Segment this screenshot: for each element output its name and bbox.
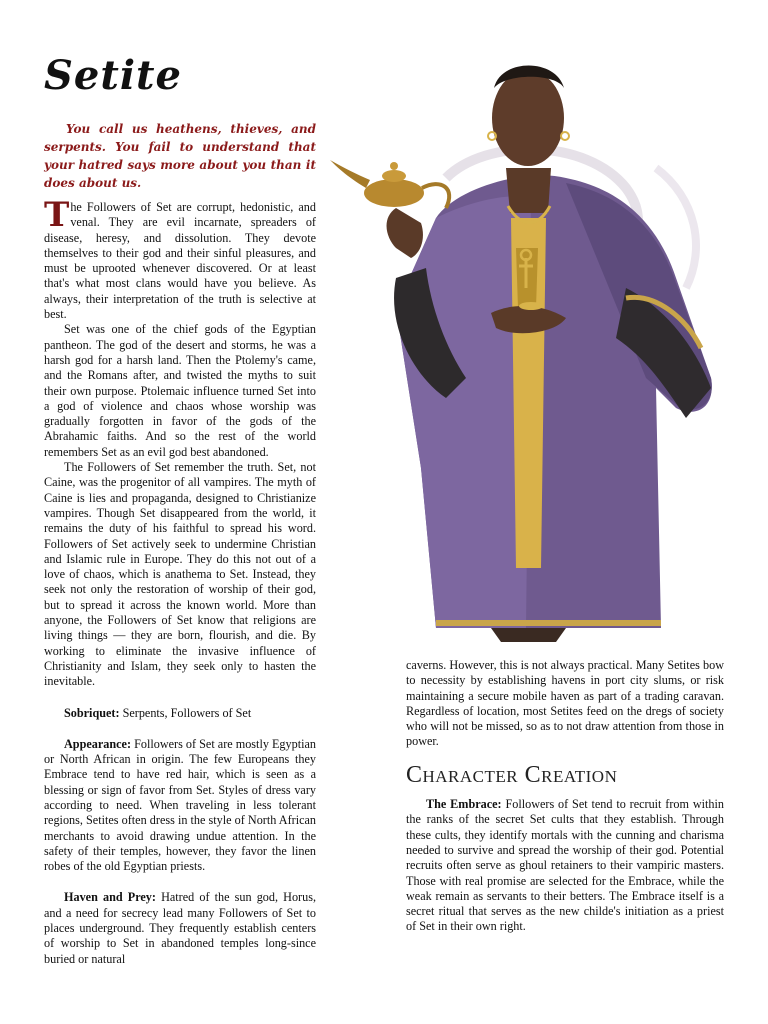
haven-text: Hatred of the sun god, Horus, and a need for secrecy lead many Followers of Set to places underground. They frequently establish centers of worship to Set in abandoned temples long-since buried or natural	[44, 890, 316, 966]
embrace-text: Followers of Set tend to recruit from within the ranks of the secret Set cults that they establish. Through these cults, they identify mortals with the cunning and charisma needed to survive and spread the worship of their god. Potential recruits often serve as ghoul retainers to their vampiric masters. Those with real promise are selected for the Embrace, while the weak remain as servants to their betters. The Embrace itself is a secret ritual that serves as the new childe's initiation as a priest of Set in their own right.	[406, 797, 724, 934]
haven-entry	[44, 890, 316, 966]
body-paragraph: The Followers of Set remember the truth. Set, not Caine, was the progenitor of all vampires. The myth of Caine is lies and propaganda, designed to Christianize vampires. Though Set disappeared from the world, it remains the duty of his faithful to spread his word. Followers of Set actively seek to undermine Christian and Islamic rule in Europe. They do this not out of a love of chaos, which is anathema to Set. Instead, they seek not only the restoration of worship of their god, but to spread it across the known world. More than anyone, the Followers of Set know that religions are living things — they are born, flourish, and die. By working to eliminate the invasive influence of Christianity and Islam, they seek only to hasten the inevitable.	[44, 460, 316, 689]
haven-label: Haven and Prey:	[64, 890, 156, 905]
sobriquet-entry	[44, 706, 316, 721]
sobriquet-text: Serpents, Followers of Set	[119, 705, 252, 720]
appearance-label: Appearance:	[64, 736, 132, 751]
drop-cap: T	[44, 195, 70, 235]
left-column	[44, 195, 316, 967]
epigraph-quote: You call us heathens, thieves, and serpents. You fail to understand that your hatred says more about you than it does about us.	[44, 122, 316, 190]
appearance-entry	[44, 737, 316, 875]
section-heading: Character Creation	[406, 761, 618, 788]
page-title: Setite	[44, 52, 182, 99]
embrace-label: The Embrace:	[426, 797, 502, 812]
right-column	[406, 658, 724, 935]
embrace-entry	[406, 797, 724, 935]
appearance-text: Followers of Set are mostly Egyptian or North African in origin. The few Europeans they Embrace tend to have red hair, which is seen as a blessing or sign of favor from Set. Styles of dress vary according to need. When traveling in less tolerant regions, Setites often dress in the style of North African merchants to avoid drawing undue attention. In the safety of their temples, however, they favor the linen robes of the old Egyptian priests.	[44, 736, 316, 874]
setite-portrait-illustration	[326, 48, 724, 642]
intro-paragraph	[44, 195, 316, 322]
haven-continued: caverns. However, this is not always practical. Many Setites bow to necessity by establishing havens in port city slums, or risk maintaining a secure mobile haven as part of a trading caravan. Regardless of location, most Setites feed on the dregs of society who will not be missed, so as to not draw attention from those in power.	[406, 658, 724, 749]
sobriquet-label: Sobriquet:	[64, 705, 120, 720]
body-paragraph: Set was one of the chief gods of the Egyptian pantheon. The god of the desert and storms, he was a harsh god for a harsh land. Then the Ptolemy's came, and the Romans after, and twisted the myths to suit their own purpose. Ptolemaic influence turned Set into a god of violence and chaos whose worship was gradually forgotten in favor of the gods of the Abrahamic faiths. And so the rest of the world remembers Set as an evil god best abandoned.	[44, 322, 316, 459]
intro-text: he Followers of Set are corrupt, hedonistic, and venal. They are evil incarnate, spreaders of disease, heresy, and dissolution. They devote themselves to their god and their sinful pleasures, and must be uprooted whenever discovered. Or at least that's what most clans would have you believe. As always, their interpretation of the truth is selective at best.	[44, 200, 316, 322]
